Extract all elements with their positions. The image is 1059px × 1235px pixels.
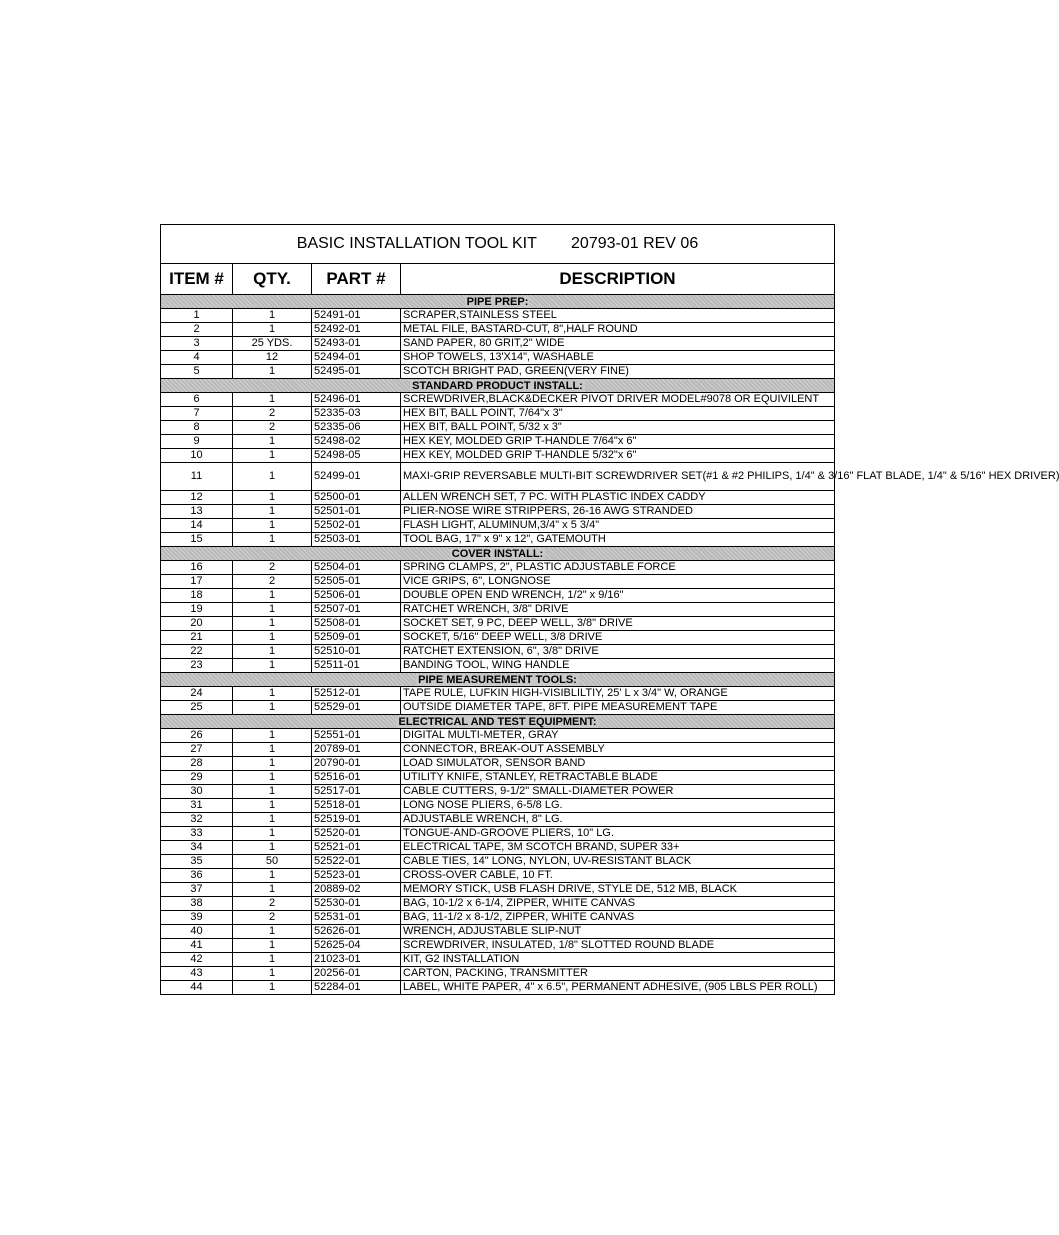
item-number-cell: 33 bbox=[161, 827, 233, 841]
part-number-cell: 52495-01 bbox=[312, 365, 401, 379]
item-number-cell: 22 bbox=[161, 645, 233, 659]
quantity-cell: 1 bbox=[233, 757, 312, 771]
table-row bbox=[161, 323, 835, 337]
description-cell: SCRAPER,STAINLESS STEEL bbox=[401, 309, 835, 323]
quantity-cell: 12 bbox=[233, 351, 312, 365]
part-number-cell: 52531-01 bbox=[312, 911, 401, 925]
item-number-cell: 32 bbox=[161, 813, 233, 827]
part-number-cell: 52499-01 bbox=[312, 463, 401, 491]
tool-kit-table bbox=[160, 224, 1059, 995]
quantity-cell: 1 bbox=[233, 785, 312, 799]
item-number-cell: 43 bbox=[161, 967, 233, 981]
quantity-cell: 2 bbox=[233, 575, 312, 589]
description-cell: BAG, 11-1/2 x 8-1/2, ZIPPER, WHITE CANVAS bbox=[401, 911, 835, 925]
item-number-cell: 15 bbox=[161, 533, 233, 547]
quantity-cell: 1 bbox=[233, 701, 312, 715]
part-number-cell: 52502-01 bbox=[312, 519, 401, 533]
section-row bbox=[161, 547, 835, 561]
part-number-cell: 52509-01 bbox=[312, 631, 401, 645]
description-cell: ADJUSTABLE WRENCH, 8" LG. bbox=[401, 813, 835, 827]
item-number-cell: 19 bbox=[161, 603, 233, 617]
table-row bbox=[161, 813, 835, 827]
table-body bbox=[161, 295, 1059, 995]
table-row bbox=[161, 855, 835, 869]
description-cell: TAPE RULE, LUFKIN HIGH-VISIBLILTIY, 25' L x 3/4" W, ORANGE bbox=[401, 687, 835, 701]
description-cell: SCOTCH BRIGHT PAD, GREEN(VERY FINE) bbox=[401, 365, 835, 379]
quantity-cell: 2 bbox=[233, 561, 312, 575]
table-row bbox=[161, 589, 835, 603]
section-label: STANDARD PRODUCT INSTALL: bbox=[412, 379, 583, 392]
part-number-cell: 52504-01 bbox=[312, 561, 401, 575]
header-part: PART # bbox=[312, 264, 401, 295]
item-number-cell: 3 bbox=[161, 337, 233, 351]
description-cell: PLIER-NOSE WIRE STRIPPERS, 26-16 AWG STRANDED bbox=[401, 505, 835, 519]
quantity-cell: 1 bbox=[233, 435, 312, 449]
part-number-cell: 20789-01 bbox=[312, 743, 401, 757]
item-number-cell: 37 bbox=[161, 883, 233, 897]
quantity-cell: 1 bbox=[233, 925, 312, 939]
description-cell: CONNECTOR, BREAK-OUT ASSEMBLY bbox=[401, 743, 835, 757]
quantity-cell: 2 bbox=[233, 911, 312, 925]
table-row bbox=[161, 421, 835, 435]
part-number-cell: 52519-01 bbox=[312, 813, 401, 827]
description-cell: UTILITY KNIFE, STANLEY, RETRACTABLE BLADE bbox=[401, 771, 835, 785]
quantity-cell: 1 bbox=[233, 813, 312, 827]
quantity-cell: 1 bbox=[233, 869, 312, 883]
quantity-cell: 1 bbox=[233, 533, 312, 547]
table-title bbox=[161, 225, 835, 264]
quantity-cell: 1 bbox=[233, 841, 312, 855]
part-number-cell: 52335-03 bbox=[312, 407, 401, 421]
table-row bbox=[161, 897, 835, 911]
table-row bbox=[161, 925, 835, 939]
item-number-cell: 30 bbox=[161, 785, 233, 799]
item-number-cell: 26 bbox=[161, 729, 233, 743]
table-row bbox=[161, 911, 835, 925]
description-cell: MAXI-GRIP REVERSABLE MULTI-BIT SCREWDRIVER SET(#1 & #2 PHILIPS, 1/4" & 3/16" FLAT BLADE, 1/4" & 5/16" HEX DRIVER) bbox=[401, 463, 835, 491]
table-row bbox=[161, 561, 835, 575]
title-row bbox=[161, 225, 835, 264]
description-cell: TONGUE-AND-GROOVE PLIERS, 10" LG. bbox=[401, 827, 835, 841]
quantity-cell: 1 bbox=[233, 449, 312, 463]
table-row bbox=[161, 337, 835, 351]
table-row bbox=[161, 505, 835, 519]
part-number-cell: 52335-06 bbox=[312, 421, 401, 435]
quantity-cell: 1 bbox=[233, 519, 312, 533]
table-row bbox=[161, 393, 835, 407]
item-number-cell: 10 bbox=[161, 449, 233, 463]
part-number-cell: 52284-01 bbox=[312, 981, 401, 995]
quantity-cell: 1 bbox=[233, 883, 312, 897]
item-number-cell: 21 bbox=[161, 631, 233, 645]
part-number-cell: 52511-01 bbox=[312, 659, 401, 673]
part-number-cell: 52512-01 bbox=[312, 687, 401, 701]
table-row bbox=[161, 827, 835, 841]
table-row bbox=[161, 967, 835, 981]
part-number-cell: 52498-05 bbox=[312, 449, 401, 463]
quantity-cell: 1 bbox=[233, 743, 312, 757]
description-cell: HEX KEY, MOLDED GRIP T-HANDLE 5/32"x 6" bbox=[401, 449, 835, 463]
part-number-cell: 20790-01 bbox=[312, 757, 401, 771]
item-number-cell: 13 bbox=[161, 505, 233, 519]
quantity-cell: 1 bbox=[233, 631, 312, 645]
description-cell: LABEL, WHITE PAPER, 4" x 6.5", PERMANENT ADHESIVE, (905 LBLS PER ROLL) bbox=[401, 981, 835, 995]
table-row bbox=[161, 799, 835, 813]
part-number-cell: 52518-01 bbox=[312, 799, 401, 813]
description-cell: OUTSIDE DIAMETER TAPE, 8FT. PIPE MEASUREMENT TAPE bbox=[401, 701, 835, 715]
item-number-cell: 8 bbox=[161, 421, 233, 435]
description-cell: HEX BIT, BALL POINT, 5/32 x 3" bbox=[401, 421, 835, 435]
header-qty: QTY. bbox=[233, 264, 312, 295]
header-item: ITEM # bbox=[161, 264, 233, 295]
section-row bbox=[161, 715, 835, 729]
item-number-cell: 18 bbox=[161, 589, 233, 603]
item-number-cell: 28 bbox=[161, 757, 233, 771]
part-number-cell: 21023-01 bbox=[312, 953, 401, 967]
description-cell: ELECTRICAL TAPE, 3M SCOTCH BRAND, SUPER 33+ bbox=[401, 841, 835, 855]
description-cell: MEMORY STICK, USB FLASH DRIVE, STYLE DE, 512 MB, BLACK bbox=[401, 883, 835, 897]
description-cell: CABLE CUTTERS, 9-1/2" SMALL-DIAMETER POWER bbox=[401, 785, 835, 799]
part-number-cell: 20256-01 bbox=[312, 967, 401, 981]
part-number-cell: 52505-01 bbox=[312, 575, 401, 589]
description-cell: SCREWDRIVER, INSULATED, 1/8" SLOTTED ROUND BLADE bbox=[401, 939, 835, 953]
item-number-cell: 31 bbox=[161, 799, 233, 813]
item-number-cell: 36 bbox=[161, 869, 233, 883]
section-cell bbox=[161, 295, 835, 309]
section-cell bbox=[161, 379, 835, 393]
description-cell: SHOP TOWELS, 13'X14", WASHABLE bbox=[401, 351, 835, 365]
item-number-cell: 12 bbox=[161, 491, 233, 505]
table-row bbox=[161, 883, 835, 897]
table-row bbox=[161, 309, 835, 323]
quantity-cell: 2 bbox=[233, 407, 312, 421]
table-row bbox=[161, 981, 835, 995]
section-row bbox=[161, 295, 835, 309]
part-number-cell: 52530-01 bbox=[312, 897, 401, 911]
item-number-cell: 38 bbox=[161, 897, 233, 911]
quantity-cell: 1 bbox=[233, 589, 312, 603]
part-number-cell: 52492-01 bbox=[312, 323, 401, 337]
description-cell: WRENCH, ADJUSTABLE SLIP-NUT bbox=[401, 925, 835, 939]
item-number-cell: 44 bbox=[161, 981, 233, 995]
table-row bbox=[161, 365, 835, 379]
quantity-cell: 1 bbox=[233, 617, 312, 631]
table-row bbox=[161, 659, 835, 673]
part-number-cell: 52510-01 bbox=[312, 645, 401, 659]
quantity-cell: 1 bbox=[233, 771, 312, 785]
section-row bbox=[161, 673, 835, 687]
quantity-cell: 1 bbox=[233, 827, 312, 841]
table-row bbox=[161, 687, 835, 701]
section-label: COVER INSTALL: bbox=[451, 547, 544, 560]
quantity-cell: 1 bbox=[233, 491, 312, 505]
part-number-cell: 52626-01 bbox=[312, 925, 401, 939]
table-row bbox=[161, 575, 835, 589]
item-number-cell: 9 bbox=[161, 435, 233, 449]
table-row bbox=[161, 491, 835, 505]
section-label: PIPE PREP: bbox=[466, 295, 529, 308]
item-number-cell: 39 bbox=[161, 911, 233, 925]
description-cell: CABLE TIES, 14" LONG, NYLON, UV-RESISTANT BLACK bbox=[401, 855, 835, 869]
table-row bbox=[161, 771, 835, 785]
table-row bbox=[161, 435, 835, 449]
kit-part-number: 20793-01 REV 06 bbox=[571, 235, 699, 252]
table-row bbox=[161, 533, 835, 547]
item-number-cell: 34 bbox=[161, 841, 233, 855]
quantity-cell: 1 bbox=[233, 687, 312, 701]
quantity-cell: 1 bbox=[233, 939, 312, 953]
description-cell: SOCKET, 5/16" DEEP WELL, 3/8 DRIVE bbox=[401, 631, 835, 645]
item-number-cell: 2 bbox=[161, 323, 233, 337]
part-number-cell: 52494-01 bbox=[312, 351, 401, 365]
kit-title: BASIC INSTALLATION TOOL KIT bbox=[296, 235, 537, 252]
table-row bbox=[161, 351, 835, 365]
part-number-cell: 52522-01 bbox=[312, 855, 401, 869]
description-cell: SCREWDRIVER,BLACK&DECKER PIVOT DRIVER MODEL#9078 OR EQUIVILENT bbox=[401, 393, 835, 407]
table-row bbox=[161, 407, 835, 421]
item-number-cell: 4 bbox=[161, 351, 233, 365]
description-cell: HEX BIT, BALL POINT, 7/64"x 3" bbox=[401, 407, 835, 421]
description-cell: BAG, 10-1/2 x 6-1/4, ZIPPER, WHITE CANVAS bbox=[401, 897, 835, 911]
item-number-cell: 20 bbox=[161, 617, 233, 631]
quantity-cell: 1 bbox=[233, 799, 312, 813]
part-number-cell: 52498-02 bbox=[312, 435, 401, 449]
quantity-cell: 2 bbox=[233, 897, 312, 911]
table-row bbox=[161, 939, 835, 953]
description-cell: CARTON, PACKING, TRANSMITTER bbox=[401, 967, 835, 981]
header-description: DESCRIPTION bbox=[401, 264, 835, 295]
table-row bbox=[161, 617, 835, 631]
item-number-cell: 24 bbox=[161, 687, 233, 701]
part-number-cell: 52523-01 bbox=[312, 869, 401, 883]
item-number-cell: 40 bbox=[161, 925, 233, 939]
table-row bbox=[161, 631, 835, 645]
item-number-cell: 1 bbox=[161, 309, 233, 323]
description-cell: METAL FILE, BASTARD-CUT, 8",HALF ROUND bbox=[401, 323, 835, 337]
description-cell: VICE GRIPS, 6", LONGNOSE bbox=[401, 575, 835, 589]
part-number-cell: 52493-01 bbox=[312, 337, 401, 351]
table-row bbox=[161, 785, 835, 799]
table-row bbox=[161, 953, 835, 967]
item-number-cell: 42 bbox=[161, 953, 233, 967]
description-cell: HEX KEY, MOLDED GRIP T-HANDLE 7/64"x 6" bbox=[401, 435, 835, 449]
part-number-cell: 52503-01 bbox=[312, 533, 401, 547]
table-row bbox=[161, 449, 835, 463]
description-cell: SAND PAPER, 80 GRIT,2" WIDE bbox=[401, 337, 835, 351]
table-row bbox=[161, 701, 835, 715]
quantity-cell: 25 YDS. bbox=[233, 337, 312, 351]
item-number-cell: 11 bbox=[161, 463, 233, 491]
description-cell: LONG NOSE PLIERS, 6-5/8 LG. bbox=[401, 799, 835, 813]
description-cell: SPRING CLAMPS, 2", PLASTIC ADJUSTABLE FORCE bbox=[401, 561, 835, 575]
description-cell: CROSS-OVER CABLE, 10 FT. bbox=[401, 869, 835, 883]
part-number-cell: 52521-01 bbox=[312, 841, 401, 855]
description-cell: ALLEN WRENCH SET, 7 PC. WITH PLASTIC INDEX CADDY bbox=[401, 491, 835, 505]
description-cell: BANDING TOOL, WING HANDLE bbox=[401, 659, 835, 673]
quantity-cell: 1 bbox=[233, 981, 312, 995]
quantity-cell: 1 bbox=[233, 729, 312, 743]
item-number-cell: 23 bbox=[161, 659, 233, 673]
part-number-cell: 52520-01 bbox=[312, 827, 401, 841]
part-number-cell: 52496-01 bbox=[312, 393, 401, 407]
part-number-cell: 52491-01 bbox=[312, 309, 401, 323]
quantity-cell: 1 bbox=[233, 505, 312, 519]
description-cell: TOOL BAG, 17" x 9" x 12", GATEMOUTH bbox=[401, 533, 835, 547]
item-number-cell: 6 bbox=[161, 393, 233, 407]
part-number-cell: 52501-01 bbox=[312, 505, 401, 519]
table-row bbox=[161, 869, 835, 883]
part-number-cell: 52500-01 bbox=[312, 491, 401, 505]
part-number-cell: 52506-01 bbox=[312, 589, 401, 603]
item-number-cell: 35 bbox=[161, 855, 233, 869]
item-number-cell: 25 bbox=[161, 701, 233, 715]
item-number-cell: 7 bbox=[161, 407, 233, 421]
quantity-cell: 1 bbox=[233, 309, 312, 323]
table-row bbox=[161, 841, 835, 855]
quantity-cell: 1 bbox=[233, 967, 312, 981]
section-label: ELECTRICAL AND TEST EQUIPMENT: bbox=[398, 715, 597, 728]
description-cell: SOCKET SET, 9 PC, DEEP WELL, 3/8" DRIVE bbox=[401, 617, 835, 631]
table-row bbox=[161, 729, 835, 743]
part-number-cell: 20889-02 bbox=[312, 883, 401, 897]
item-number-cell: 41 bbox=[161, 939, 233, 953]
section-row bbox=[161, 379, 835, 393]
description-cell: KIT, G2 INSTALLATION bbox=[401, 953, 835, 967]
item-number-cell: 5 bbox=[161, 365, 233, 379]
quantity-cell: 50 bbox=[233, 855, 312, 869]
section-cell bbox=[161, 673, 835, 687]
description-cell: FLASH LIGHT, ALUMINUM,3/4" x 5 3/4" bbox=[401, 519, 835, 533]
table-row bbox=[161, 603, 835, 617]
quantity-cell: 1 bbox=[233, 659, 312, 673]
quantity-cell: 1 bbox=[233, 393, 312, 407]
part-number-cell: 52507-01 bbox=[312, 603, 401, 617]
part-number-cell: 52517-01 bbox=[312, 785, 401, 799]
part-number-cell: 52529-01 bbox=[312, 701, 401, 715]
quantity-cell: 1 bbox=[233, 645, 312, 659]
quantity-cell: 1 bbox=[233, 463, 312, 491]
table-row bbox=[161, 519, 835, 533]
quantity-cell: 1 bbox=[233, 323, 312, 337]
description-cell: RATCHET EXTENSION, 6", 3/8" DRIVE bbox=[401, 645, 835, 659]
description-cell: LOAD SIMULATOR, SENSOR BAND bbox=[401, 757, 835, 771]
table-row bbox=[161, 743, 835, 757]
item-number-cell: 27 bbox=[161, 743, 233, 757]
table-row bbox=[161, 463, 835, 491]
section-cell bbox=[161, 547, 835, 561]
quantity-cell: 1 bbox=[233, 365, 312, 379]
item-number-cell: 16 bbox=[161, 561, 233, 575]
description-cell: DOUBLE OPEN END WRENCH, 1/2" x 9/16" bbox=[401, 589, 835, 603]
item-number-cell: 14 bbox=[161, 519, 233, 533]
section-label: PIPE MEASUREMENT TOOLS: bbox=[418, 673, 577, 686]
section-cell bbox=[161, 715, 835, 729]
description-cell: DIGITAL MULTI-METER, GRAY bbox=[401, 729, 835, 743]
item-number-cell: 17 bbox=[161, 575, 233, 589]
item-number-cell: 29 bbox=[161, 771, 233, 785]
header-row bbox=[161, 264, 835, 295]
part-number-cell: 52508-01 bbox=[312, 617, 401, 631]
part-number-cell: 52551-01 bbox=[312, 729, 401, 743]
table-row bbox=[161, 645, 835, 659]
part-number-cell: 52625-04 bbox=[312, 939, 401, 953]
quantity-cell: 2 bbox=[233, 421, 312, 435]
quantity-cell: 1 bbox=[233, 953, 312, 967]
part-number-cell: 52516-01 bbox=[312, 771, 401, 785]
table-row bbox=[161, 757, 835, 771]
quantity-cell: 1 bbox=[233, 603, 312, 617]
description-cell: RATCHET WRENCH, 3/8" DRIVE bbox=[401, 603, 835, 617]
